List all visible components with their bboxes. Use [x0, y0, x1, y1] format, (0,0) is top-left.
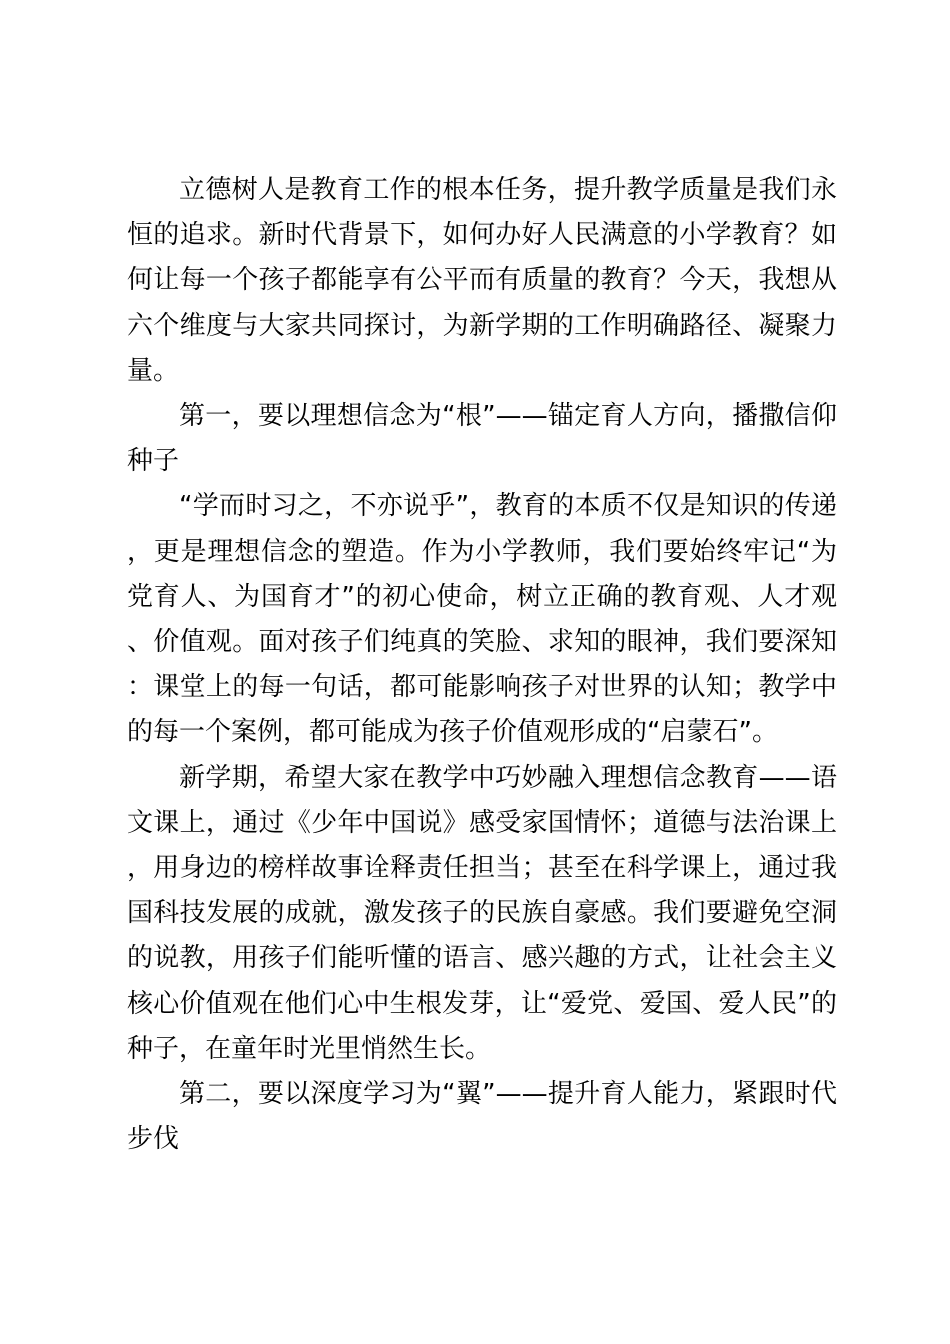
heading-section-1: 第一，要以理想信念为“根”——锚定育人方向，播撒信仰种子: [127, 401, 837, 477]
paragraph-section-1-b: 新学期，希望大家在教学中巧妙融入理想信念教育——语文课上，通过《少年中国说》感受家国情怀；道德与法治课上，用身边的榜样故事诠释责任担当；甚至在科学课上，通过我国科技发展的成就，激发孩子的民族自豪感。我们要避免空洞的说教，用孩子们能听懂的语言、感兴趣的方式，让社会主义核心价值观在他们心中生根发芽，让“爱党、爱国、爱人民”的种子，在童年时光里悄然生长。: [127, 762, 837, 1064]
heading-section-2: 第二，要以深度学习为“翼”——提升育人能力，紧跟时代步伐: [127, 1079, 837, 1155]
paragraph-section-1-a: “学而时习之，不亦说乎”，教育的本质不仅是知识的传递，更是理想信念的塑造。作为小学教师，我们要始终牢记“为党育人、为国育才”的初心使命，树立正确的教育观、人才观、价值观。面对孩子们纯真的笑脸、求知的眼神，我们要深知：课堂上的每一句话，都可能影响孩子对世界的认知；教学中的每一个案例，都可能成为孩子价值观形成的“启蒙石”。: [127, 491, 837, 748]
paragraph-intro: 立德树人是教育工作的根本任务，提升教学质量是我们永恒的追求。新时代背景下，如何办好人民满意的小学教育？如何让每一个孩子都能享有公平而有质量的教育？今天，我想从六个维度与大家共同探讨，为新学期的工作明确路径、凝聚力量。: [127, 175, 837, 386]
document-body: [127, 168, 837, 1162]
